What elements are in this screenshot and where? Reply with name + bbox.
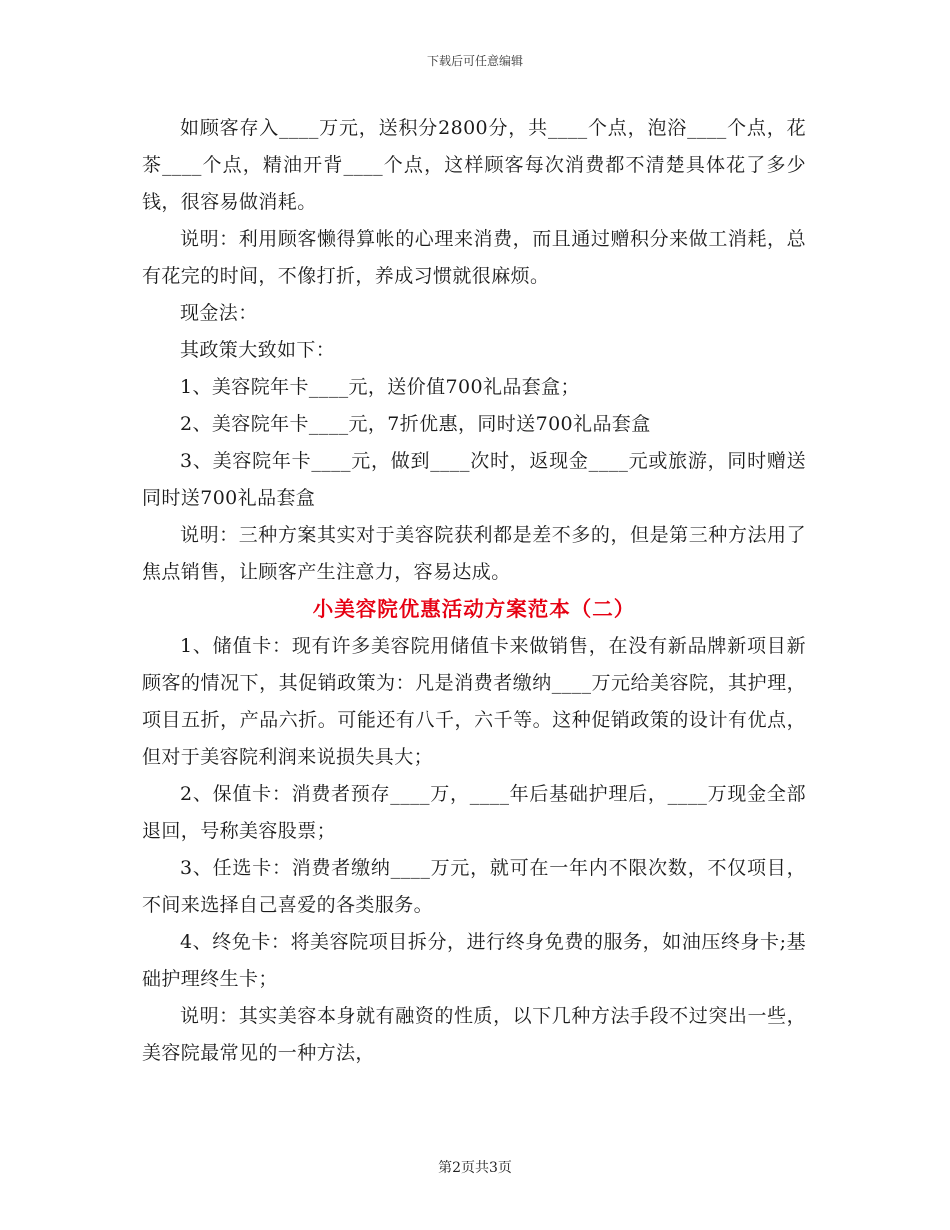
paragraph: 如顾客存入____万元，送积分2800分，共____个点，泡浴____个点，花茶____个点，精油开背____个点，这样顾客每次消费都不清楚具体花了多少钱，很容易做消耗。 bbox=[142, 117, 806, 213]
list-item: 2、美容院年卡____元，7折优惠，同时送700礼品套盒 bbox=[180, 413, 651, 435]
section-title: 小美容院优惠活动方案范本（二） bbox=[312, 597, 636, 621]
list-item: 2、保值卡：消费者预存____万，____年后基础护理后，____万现金全部退回，号称美容股票； bbox=[142, 783, 806, 842]
list-item: 1、美容院年卡____元，送价值700礼品套盒； bbox=[180, 376, 580, 398]
paragraph: 说明：三种方案其实对于美容院获利都是差不多的，但是第三种方法用了焦点销售，让顾客产生注意力，容易达成。 bbox=[142, 524, 806, 583]
list-item: 3、美容院年卡____元，做到____次时，返现金____元或旅游，同时赠送同时送700礼品套盒 bbox=[142, 450, 806, 509]
list-item: 1、储值卡：现有许多美容院用储值卡来做销售，在没有新品牌新项目新顾客的情况下，其促销政策为：凡是消费者缴纳____万元给美容院，其护理，项目五折，产品六折。可能还有八千，六千等。这种促销政策的设计有优点，但对于美容院利润来说损失具大； bbox=[142, 635, 806, 768]
paragraph: 现金法： bbox=[180, 302, 258, 324]
paragraph: 说明：其实美容本身就有融资的性质，以下几种方法手段不过突出一些，美容院最常见的一种方法， bbox=[142, 1005, 806, 1064]
page-footer: 第2页共3页 bbox=[438, 1160, 512, 1176]
paragraph: 说明：利用顾客懒得算帐的心理来消费，而且通过赠积分来做工消耗，总有花完的时间，不像打折，养成习惯就很麻烦。 bbox=[142, 228, 806, 287]
page-header: 下载后可任意编辑 bbox=[426, 54, 523, 68]
list-item: 3、任选卡：消费者缴纳____万元，就可在一年内不限次数，不仅项目，不间来选择自己喜爱的各类服务。 bbox=[142, 857, 806, 916]
document-body bbox=[142, 110, 806, 1072]
list-item: 4、终免卡：将美容院项目拆分，进行终身免费的服务，如油压终身卡;基础护理终生卡； bbox=[142, 931, 806, 990]
paragraph: 其政策大致如下： bbox=[180, 339, 336, 361]
